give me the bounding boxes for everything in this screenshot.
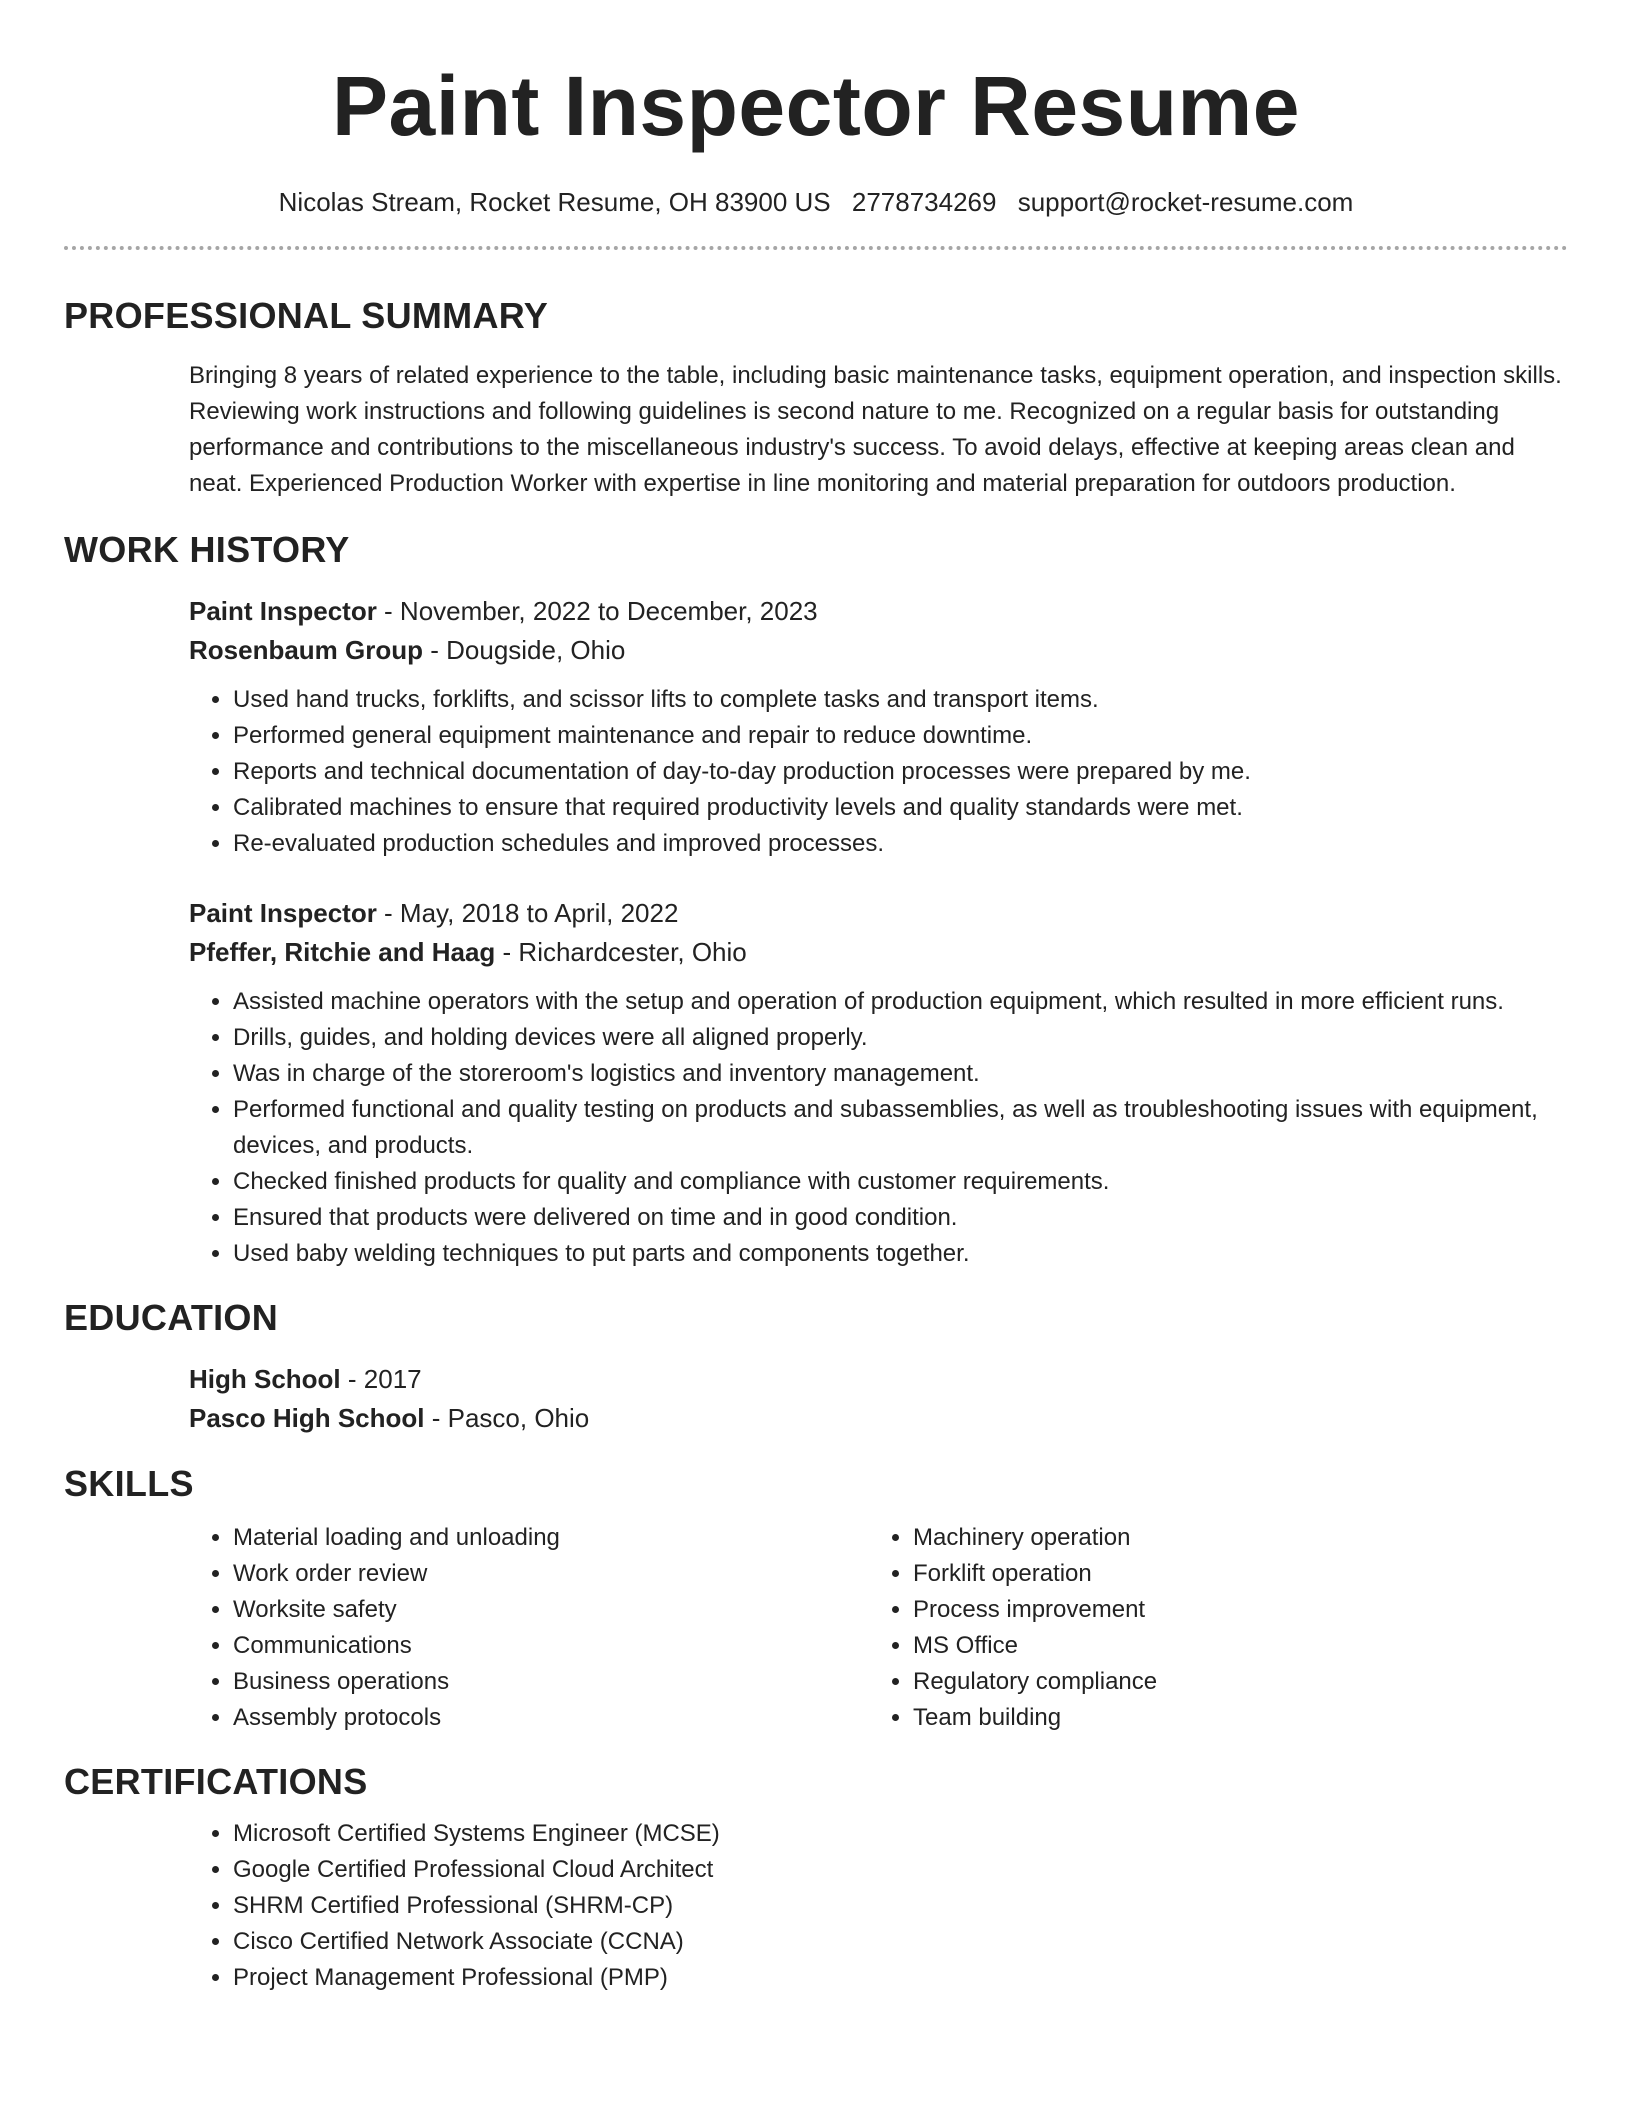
section-title-work-history: WORK HISTORY (64, 529, 350, 570)
contact-phone: 2778734269 (851, 187, 997, 217)
job-title-line (189, 894, 1568, 933)
list-item: • Assembly protocols (233, 1700, 869, 1736)
job-title-line (189, 592, 1568, 631)
list-item: • Worksite safety (233, 1592, 869, 1628)
job-title: Paint Inspector (189, 596, 377, 626)
list-item: • Cisco Certified Network Associate (CCNA) (233, 1924, 1568, 1960)
list-item: • Business operations (233, 1664, 869, 1700)
list-item: • Regulatory compliance (913, 1664, 1549, 1700)
list-item: • Was in charge of the storeroom's logistics and inventory management. (233, 1056, 1568, 1092)
education-school: Pasco High School (189, 1403, 425, 1433)
list-item: • Communications (233, 1628, 869, 1664)
list-item: • Forklift operation (913, 1556, 1549, 1592)
summary-text: Bringing 8 years of related experience to the table, including basic maintenance tasks, equipment operation, and inspection skills. Reviewing work instructions and following guidelines is second nature to me. Recognized on a regular basis for outstanding performance and contributions to the miscellaneous industry's success. To avoid delays, effective at keeping areas clean and neat. Experienced Production Worker with expertise in line monitoring and material preparation for outdoors production. (189, 362, 1562, 497)
list-item: • Reports and technical documentation of day-to-day production processes were prepared by me. (233, 754, 1568, 790)
section-title-summary: PROFESSIONAL SUMMARY (64, 295, 549, 336)
job-company-line (189, 631, 1568, 670)
list-item: • Performed general equipment maintenance and repair to reduce downtime. (233, 718, 1568, 754)
job-company: Rosenbaum Group (189, 635, 424, 665)
job-bullets (189, 984, 1568, 1272)
list-item: • Work order review (233, 1556, 869, 1592)
list-item: • Calibrated machines to ensure that required productivity levels and quality standards were met. (233, 790, 1568, 826)
job-bullets (189, 682, 1568, 862)
section-title-education: EDUCATION (64, 1297, 279, 1338)
job-dates: - November, 2022 to December, 2023 (376, 596, 818, 626)
list-item: • Re-evaluated production schedules and improved processes. (233, 826, 1568, 862)
list-item: • Drills, guides, and holding devices were all aligned properly. (233, 1020, 1568, 1056)
job-entry (189, 592, 1568, 862)
job-dates: - May, 2018 to April, 2022 (376, 898, 679, 928)
list-item: • Checked finished products for quality and compliance with customer requirements. (233, 1164, 1568, 1200)
contact-email: support@rocket-resume.com (1017, 187, 1354, 217)
list-item: • Google Certified Professional Cloud Architect (233, 1852, 1568, 1888)
contact-address: Nicolas Stream, Rocket Resume, OH 83900 US (278, 187, 831, 217)
resume-title: Paint Inspector Resume (332, 59, 1300, 153)
education-degree: High School (189, 1364, 341, 1394)
section-title-certifications: CERTIFICATIONS (64, 1761, 368, 1802)
list-item: • Microsoft Certified Systems Engineer (MCSE) (233, 1816, 1568, 1852)
list-item: • Team building (913, 1700, 1549, 1736)
job-entry (189, 894, 1568, 1272)
education-year: - 2017 (340, 1364, 422, 1394)
list-item: • Machinery operation (913, 1520, 1549, 1556)
list-item: • Performed functional and quality testing on products and subassemblies, as well as troubleshooting issues with equipment, devices, and products. (233, 1092, 1568, 1164)
list-item: • Ensured that products were delivered on time and in good condition. (233, 1200, 1568, 1236)
job-location: - Dougside, Ohio (423, 635, 626, 665)
list-item: • Project Management Professional (PMP) (233, 1960, 1568, 1996)
list-item: • SHRM Certified Professional (SHRM-CP) (233, 1888, 1568, 1924)
certifications-list (189, 1816, 1568, 1996)
skills-column-left (189, 1520, 869, 1736)
list-item: • Material loading and unloading (233, 1520, 869, 1556)
list-item: • MS Office (913, 1628, 1549, 1664)
education-entry (189, 1360, 1568, 1438)
list-item: • Process improvement (913, 1592, 1549, 1628)
job-title: Paint Inspector (189, 898, 377, 928)
skills-column-right (869, 1520, 1549, 1736)
contact-line (64, 184, 1568, 220)
education-degree-line (189, 1360, 1568, 1399)
education-location: - Pasco, Ohio (424, 1403, 590, 1433)
skills-grid (189, 1520, 1568, 1736)
list-item: • Used baby welding techniques to put parts and components together. (233, 1236, 1568, 1272)
job-company-line (189, 933, 1568, 972)
education-school-line (189, 1399, 1568, 1438)
header-divider (64, 246, 1568, 250)
section-title-skills: SKILLS (64, 1463, 194, 1504)
list-item: • Used hand trucks, forklifts, and scissor lifts to complete tasks and transport items. (233, 682, 1568, 718)
job-company: Pfeffer, Ritchie and Haag (189, 937, 496, 967)
list-item: • Assisted machine operators with the setup and operation of production equipment, which resulted in more efficient runs. (233, 984, 1568, 1020)
job-location: - Richardcester, Ohio (495, 937, 747, 967)
